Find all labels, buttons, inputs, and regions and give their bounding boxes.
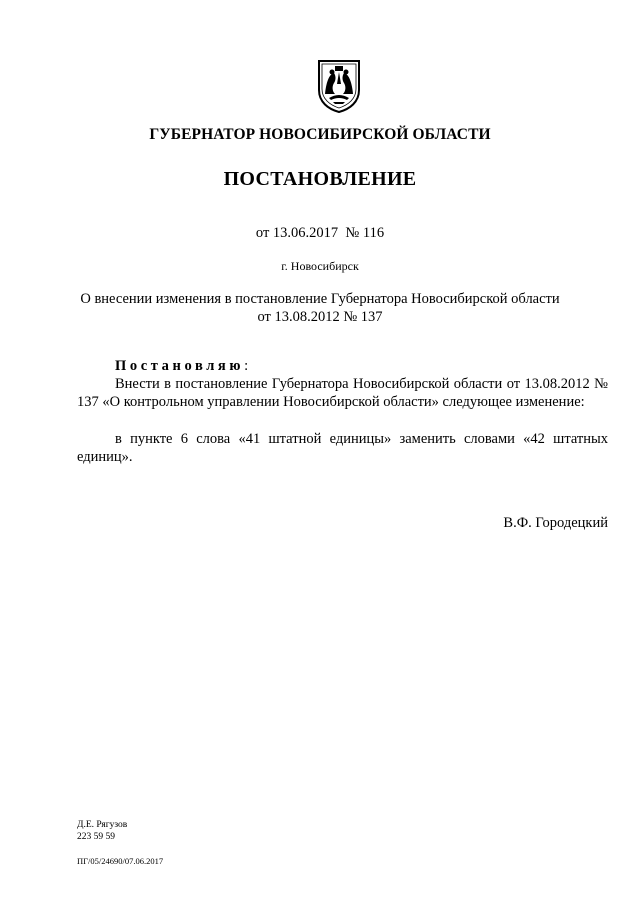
document-type: ПОСТАНОВЛЕНИЕ xyxy=(223,168,417,190)
authority-title: ГУБЕРНАТОР НОВОСИБИРСКОЙ ОБЛАСТИ xyxy=(149,126,491,143)
resolve-heading xyxy=(77,357,608,375)
document-date-number: от 13.06.2017 № 116 xyxy=(255,225,385,241)
resolve-colon: : xyxy=(244,358,249,374)
novosibirsk-coat-of-arms-icon xyxy=(316,58,362,114)
body-paragraph-2: в пункте 6 слова «41 штатной единицы» заменить словами «42 штатных единиц». xyxy=(77,431,608,466)
subject-line-2: от 13.08.2012 № 137 xyxy=(257,309,383,325)
registration-code: ПГ/05/24690/07.06.2017 xyxy=(77,856,164,866)
body-paragraph-1: Внести в постановление Губернатора Новосибирской области от 13.08.2012 № 137 «О контрольном управлении Новосибирской области» следующее изменение: xyxy=(77,376,608,411)
executor-phone: 223 59 59 xyxy=(77,832,115,842)
subject-line-1: О внесении изменения в постановление Губернатора Новосибирской области xyxy=(80,291,560,307)
executor-name: Д.Е. Рягузов xyxy=(77,820,128,830)
city-name: г. Новосибирск xyxy=(281,259,359,273)
document-subject xyxy=(0,290,640,326)
signature-name: В.Ф. Городецкий xyxy=(503,515,608,531)
resolve-word: Постановляю xyxy=(115,358,245,374)
